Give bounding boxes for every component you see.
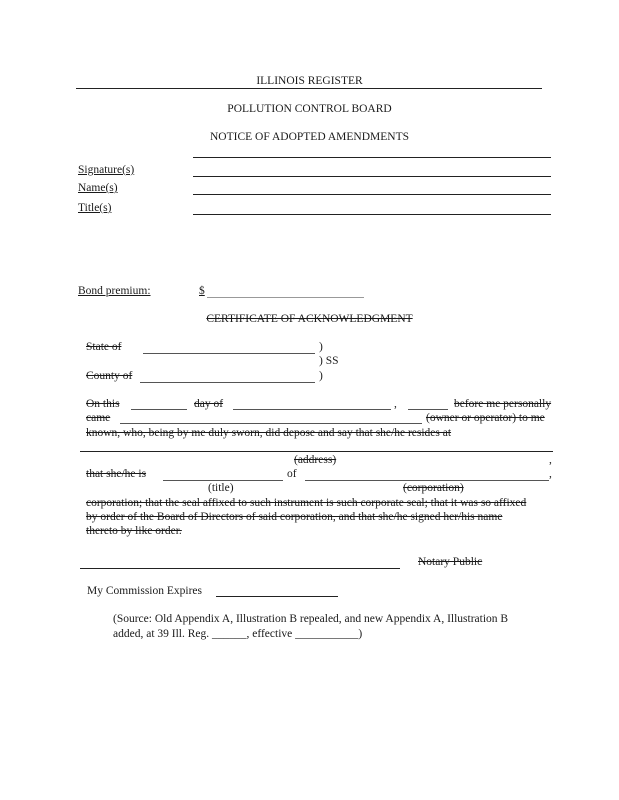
known-line-text: known, who, being by me duly sworn, did depose and say that she/he resides at xyxy=(86,427,452,439)
year-line[interactable] xyxy=(408,409,448,410)
corporation-field-label: (corporation) xyxy=(403,482,464,494)
day-of-label: day of xyxy=(194,398,224,410)
comma-1: , xyxy=(394,398,397,410)
paren-1: ) xyxy=(319,341,323,353)
name-label: Name(s) xyxy=(78,182,118,194)
corporation-text-1: corporation; that the seal affixed to such instrument is such corporate seal; that it was so affixed xyxy=(86,497,527,509)
comma-2: , xyxy=(549,454,552,466)
name-line[interactable] xyxy=(193,194,551,195)
signature-label: Signature(s) xyxy=(78,164,135,176)
commission-label: My Commission Expires xyxy=(87,585,203,597)
county-line[interactable] xyxy=(140,382,315,383)
source-line-1: (Source: Old Appendix A, Illustration B repealed, and new Appendix A, Illustration B xyxy=(113,613,509,625)
state-of-label: State of xyxy=(86,341,122,353)
title-line[interactable] xyxy=(193,214,551,215)
board-title: POLLUTION CONTROL BOARD xyxy=(227,103,392,115)
state-line[interactable] xyxy=(143,353,315,354)
that-she-label: that she/he is xyxy=(86,468,147,480)
residence-line[interactable] xyxy=(80,451,553,452)
month-line[interactable] xyxy=(233,409,391,410)
owner-operator-text: (owner or operator) to me xyxy=(426,412,545,424)
bond-premium-label: Bond premium: xyxy=(78,285,151,297)
corporation-text-3: thereto by like order. xyxy=(86,525,182,537)
certificate-title: CERTIFICATE OF ACKNOWLEDGMENT xyxy=(206,313,413,325)
notary-signature-line[interactable] xyxy=(80,568,400,569)
address-label: (address) xyxy=(294,454,337,466)
header-rule xyxy=(76,88,542,89)
register-title: ILLINOIS REGISTER xyxy=(256,75,363,87)
comma-3: , xyxy=(549,468,552,480)
bond-amount-line[interactable] xyxy=(207,297,364,298)
title-label: Title(s) xyxy=(78,202,112,214)
came-line[interactable] xyxy=(120,423,422,424)
corporation-text-2: by order of the Board of Directors of said corporation, and that she/he signed her/his name xyxy=(86,511,503,523)
ss-mark: ) SS xyxy=(319,355,339,367)
day-line[interactable] xyxy=(131,409,187,410)
on-this-label: On this xyxy=(86,398,120,410)
signature-line[interactable] xyxy=(193,176,551,177)
bond-currency: $ xyxy=(199,285,205,297)
of-label: of xyxy=(287,468,297,480)
title-field-label: (title) xyxy=(208,482,234,494)
commission-line[interactable] xyxy=(216,596,338,597)
before-me-text: before me personally xyxy=(454,398,552,410)
paren-3: ) xyxy=(319,370,323,382)
notary-public-label: Notary Public xyxy=(418,556,483,568)
came-label: came xyxy=(86,412,111,424)
signature-rule-top xyxy=(193,157,551,158)
county-of-label: County of xyxy=(86,370,133,382)
source-line-2: added, at 39 Ill. Reg. ______, effective ___________) xyxy=(113,628,363,640)
notice-title: NOTICE OF ADOPTED AMENDMENTS xyxy=(209,131,410,143)
